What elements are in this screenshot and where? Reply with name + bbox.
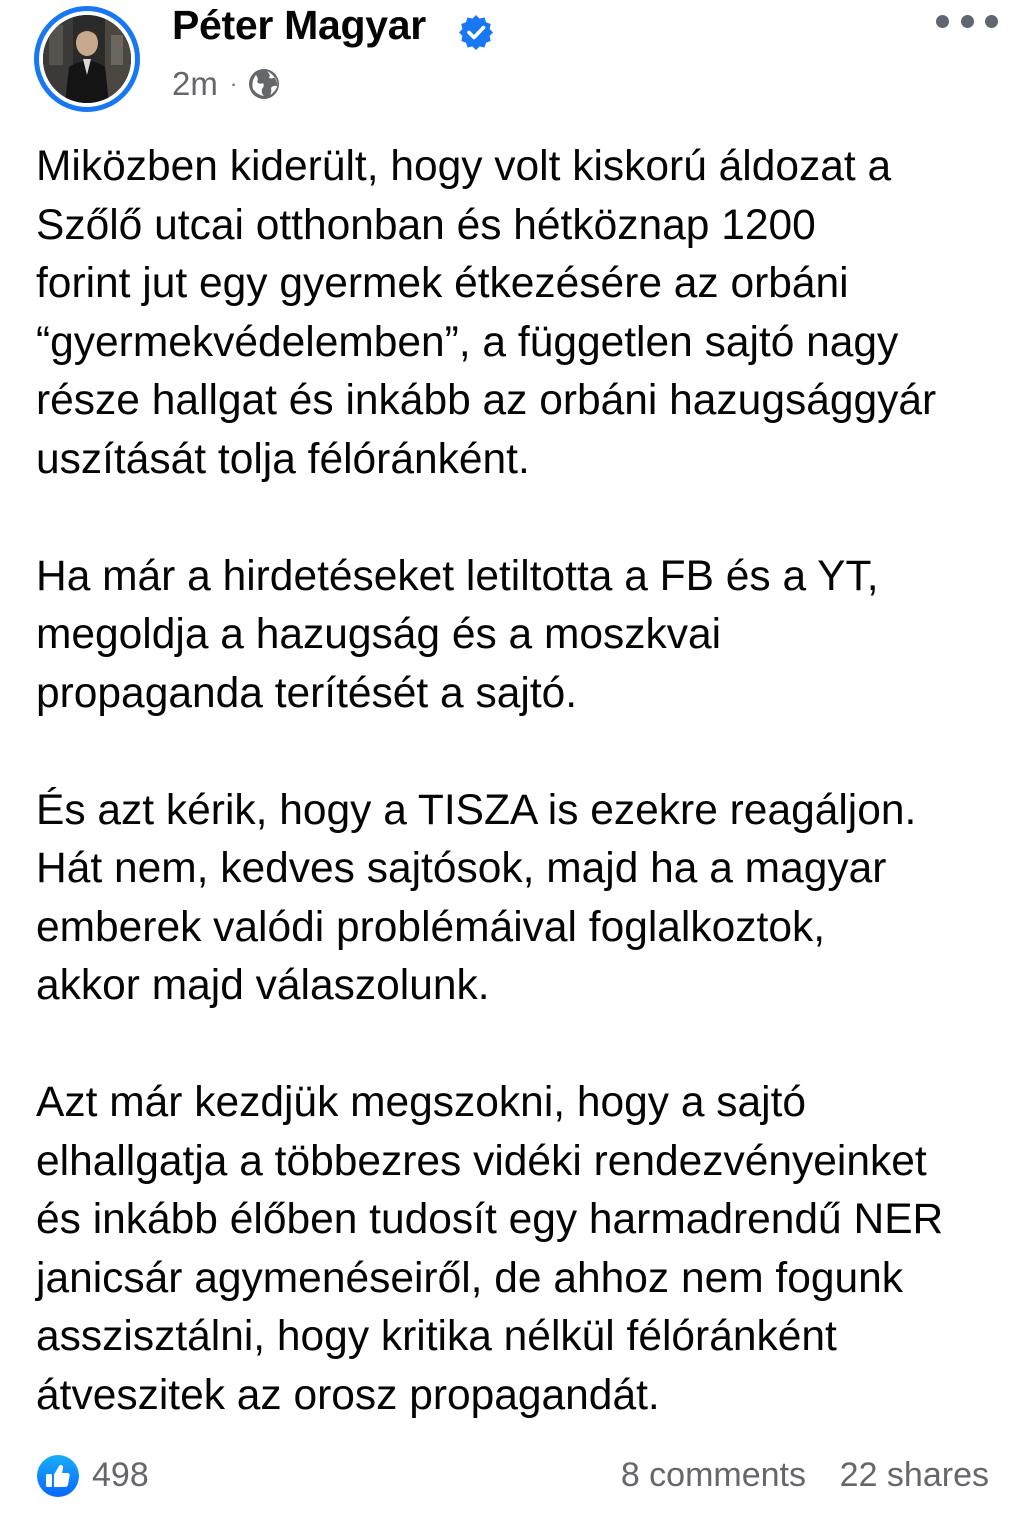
post-text-line: átveszitek az orosz propagandát.	[36, 1371, 660, 1419]
post-text-line: “gyermekvédelemben”, a független sajtó nagy	[36, 318, 899, 366]
profile-photo	[43, 15, 131, 103]
post-time[interactable]: 2m	[172, 65, 218, 102]
like-count[interactable]: 498	[92, 1456, 149, 1494]
verified-badge-icon	[458, 14, 494, 50]
post-text-line: janicsár agymenéseiről, de ahhoz nem fogunk	[36, 1254, 904, 1302]
post-text-line: és inkább élőben tudosít egy harmadrendű NER	[36, 1196, 944, 1243]
post-paragraph	[36, 1074, 1006, 1425]
post-paragraph	[36, 782, 1006, 1016]
more-dot-icon	[936, 15, 949, 28]
post-text-line: Ha már a hirdetéseket letiltotta a FB és a YT,	[36, 552, 879, 600]
post-text-line: Miközben kiderült, hogy volt kiskorú áldozat a	[36, 143, 892, 190]
post-text-line: emberek valódi problémáival foglalkoztok,	[36, 903, 826, 951]
shares-count[interactable]: 22 shares	[839, 1456, 989, 1494]
post-text-line: akkor majd válaszolunk.	[36, 962, 490, 1009]
post-paragraph	[36, 138, 1006, 489]
post-text-line: És azt kérik, hogy a TISZA is ezekre reagáljon.	[36, 786, 917, 834]
post-text-line: propaganda terítését a sajtó.	[36, 669, 578, 717]
more-options-button[interactable]	[936, 6, 998, 36]
post-text	[36, 138, 1006, 1425]
post-text-line: Hát nem, kedves sajtósok, majd ha a magyar	[36, 845, 887, 892]
like-reaction-icon[interactable]	[36, 1454, 80, 1498]
post-text-line: Azt már kezdjük megszokni, hogy a sajtó	[36, 1079, 807, 1126]
avatar[interactable]	[34, 6, 140, 112]
comments-count[interactable]: 8 comments	[620, 1456, 806, 1494]
post-header	[0, 0, 1024, 120]
author-name[interactable]: Péter Magyar	[172, 2, 426, 48]
post-text-line: asszisztálni, hogy kritika nélkül félóránként	[36, 1313, 837, 1360]
post-text-line: uszítását tolja félóránként.	[36, 435, 530, 483]
globe-icon[interactable]	[247, 67, 281, 101]
post-text-line: forint jut egy gyermek étkezésére az orbáni	[36, 260, 849, 307]
profile-photo-image	[43, 15, 131, 103]
post-meta	[172, 64, 281, 104]
post-text-line: elhallgatja a többezres vidéki rendezvényeinket	[36, 1137, 927, 1185]
post-text-line: Szőlő utcai otthonban és hétköznap 1200	[36, 201, 816, 249]
meta-separator: ·	[229, 71, 238, 96]
more-dot-icon	[961, 15, 974, 28]
post-text-line: megoldja a hazugság és a moszkvai	[36, 611, 722, 658]
more-dot-icon	[985, 15, 998, 28]
post-text-line: része hallgat és inkább az orbáni hazugsággyár	[36, 377, 937, 424]
post-paragraph	[36, 548, 1006, 724]
post-stats-bar	[0, 1450, 1024, 1506]
